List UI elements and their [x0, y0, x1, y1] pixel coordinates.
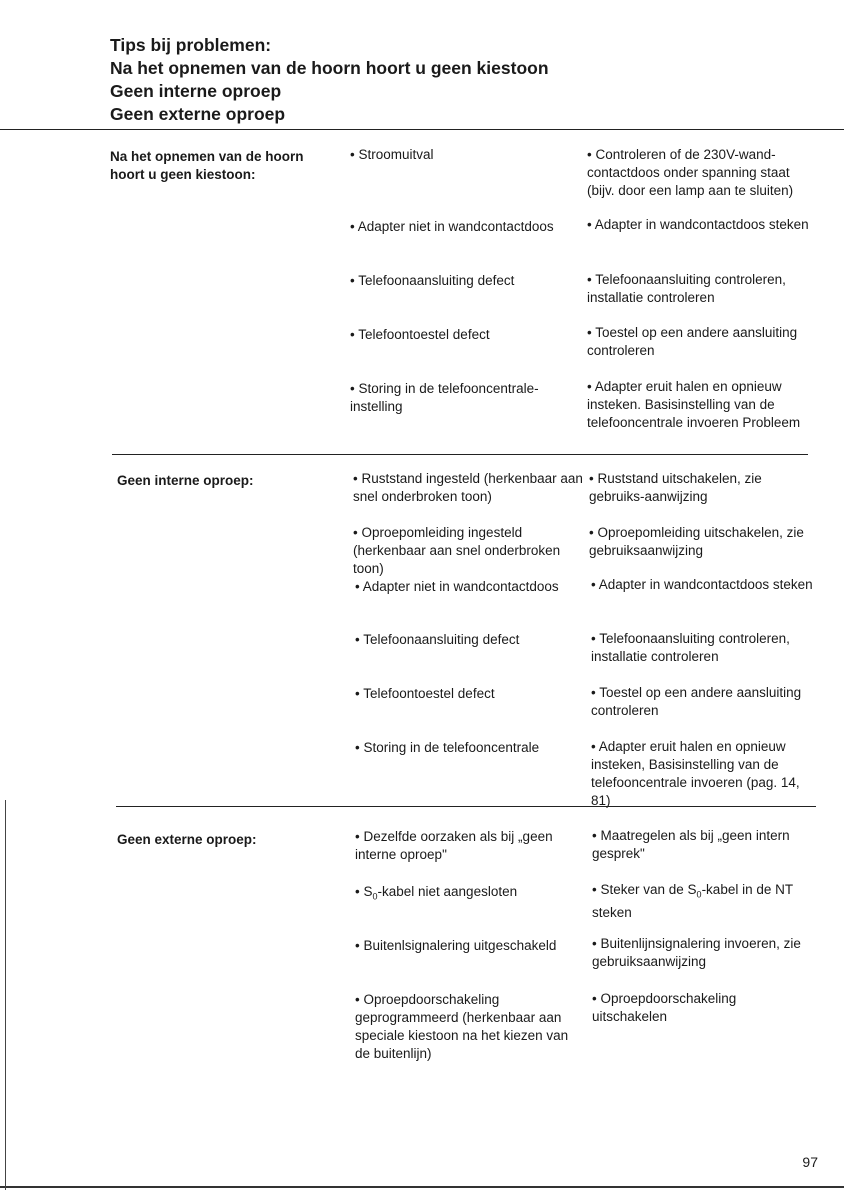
- cause-cell: • Adapter niet in wandcontactdoos: [355, 579, 559, 594]
- cause-cell: • Adapter niet in wandcontactdoos: [350, 219, 554, 234]
- cause-cell: • Telefoontoestel defect: [350, 327, 490, 342]
- section-divider: [116, 806, 816, 807]
- remedy-cell: • Controleren of de 230V-wand-contactdoos onder spanning staat (bijv. door een lamp aan te sluiten): [587, 147, 794, 198]
- cause-cell: [355, 883, 585, 906]
- section-title-no-dial-tone: Na het opnemen van de hoorn hoort u geen kiestoon:: [110, 149, 304, 182]
- section-title-no-internal-call: Geen interne oproep:: [117, 473, 254, 488]
- remedy-cell: • Ruststand uitschakelen, zie gebruiks-aanwijzing: [589, 471, 762, 504]
- heading-line-4: Geen externe oproep: [110, 104, 286, 124]
- heading-line-3: Geen interne oproep: [110, 81, 282, 101]
- bottom-divider: [0, 1186, 844, 1188]
- remedy-cell: • Adapter eruit halen en opnieuw insteken. Basisinstelling van de telefooncentrale invoeren Probleem: [587, 379, 801, 430]
- remedy-cell: • Adapter in wandcontactdoos steken: [587, 217, 809, 232]
- remedy-cell: [592, 881, 814, 922]
- remedy-subscript: 0: [696, 889, 702, 900]
- section-title-no-external-call: Geen externe oproep:: [117, 832, 257, 847]
- remedy-cell: • Adapter eruit halen en opnieuw insteken, Basisinstelling van de telefooncentrale invoeren (pag. 14, 81): [591, 739, 800, 808]
- remedy-text-post: -kabel in de NT steken: [592, 882, 793, 920]
- cause-cell: • Ruststand ingesteld (herkenbaar aan snel onderbroken toon): [353, 471, 583, 504]
- top-divider: [0, 129, 844, 130]
- cause-cell: • Telefoonaansluiting defect: [350, 273, 515, 288]
- cause-subscript: 0: [372, 891, 378, 902]
- remedy-cell: • Maatregelen als bij „geen intern gesprek": [592, 828, 790, 861]
- remedy-cell: • Oproepdoorschakeling uitschakelen: [592, 991, 737, 1024]
- cause-text-post: -kabel niet aangesloten: [377, 884, 518, 899]
- cause-cell: • Dezelfde oorzaken als bij „geen interne oproep": [355, 829, 553, 862]
- remedy-cell: • Oproepomleiding uitschakelen, zie gebruiksaanwijzing: [589, 525, 804, 558]
- remedy-cell: • Telefoonaansluiting controleren, installatie controleren: [591, 631, 790, 664]
- cause-cell: • Storing in de telefooncentrale: [355, 740, 540, 755]
- remedy-cell: • Adapter in wandcontactdoos steken: [591, 577, 813, 592]
- cause-cell: • Oproepomleiding ingesteld (herkenbaar aan snel onderbroken toon): [353, 525, 561, 576]
- remedy-cell: • Telefoonaansluiting controleren, installatie controleren: [587, 272, 786, 305]
- cause-cell: • Stroomuitval: [350, 147, 434, 162]
- cause-cell: • Telefoontoestel defect: [355, 686, 495, 701]
- cause-cell: • Buitenlsignalering uitgeschakeld: [355, 938, 557, 953]
- remedy-cell: • Toestel op een andere aansluiting controleren: [587, 325, 798, 358]
- cause-cell: • Storing in de telefooncentrale-instelling: [350, 381, 539, 414]
- section-divider: [112, 454, 808, 455]
- cause-cell: • Telefoonaansluiting defect: [355, 632, 520, 647]
- page-heading: [110, 34, 549, 126]
- page-number: 97: [802, 1154, 818, 1170]
- cause-text-pre: • S: [355, 884, 373, 899]
- remedy-cell: • Buitenlijnsignalering invoeren, zie gebruiksaanwijzing: [592, 936, 801, 969]
- cause-cell: • Oproepdoorschakeling geprogrammeerd (herkenbaar aan speciale kiestoon na het kiezen van de buitenlijn): [355, 992, 569, 1061]
- remedy-cell: • Toestel op een andere aansluiting controleren: [591, 685, 802, 718]
- left-margin-mark: [5, 800, 6, 1190]
- heading-line-2: Na het opnemen van de hoorn hoort u geen kiestoon: [110, 58, 549, 78]
- heading-line-1: Tips bij problemen:: [110, 35, 272, 55]
- remedy-text-pre: • Steker van de S: [592, 882, 697, 897]
